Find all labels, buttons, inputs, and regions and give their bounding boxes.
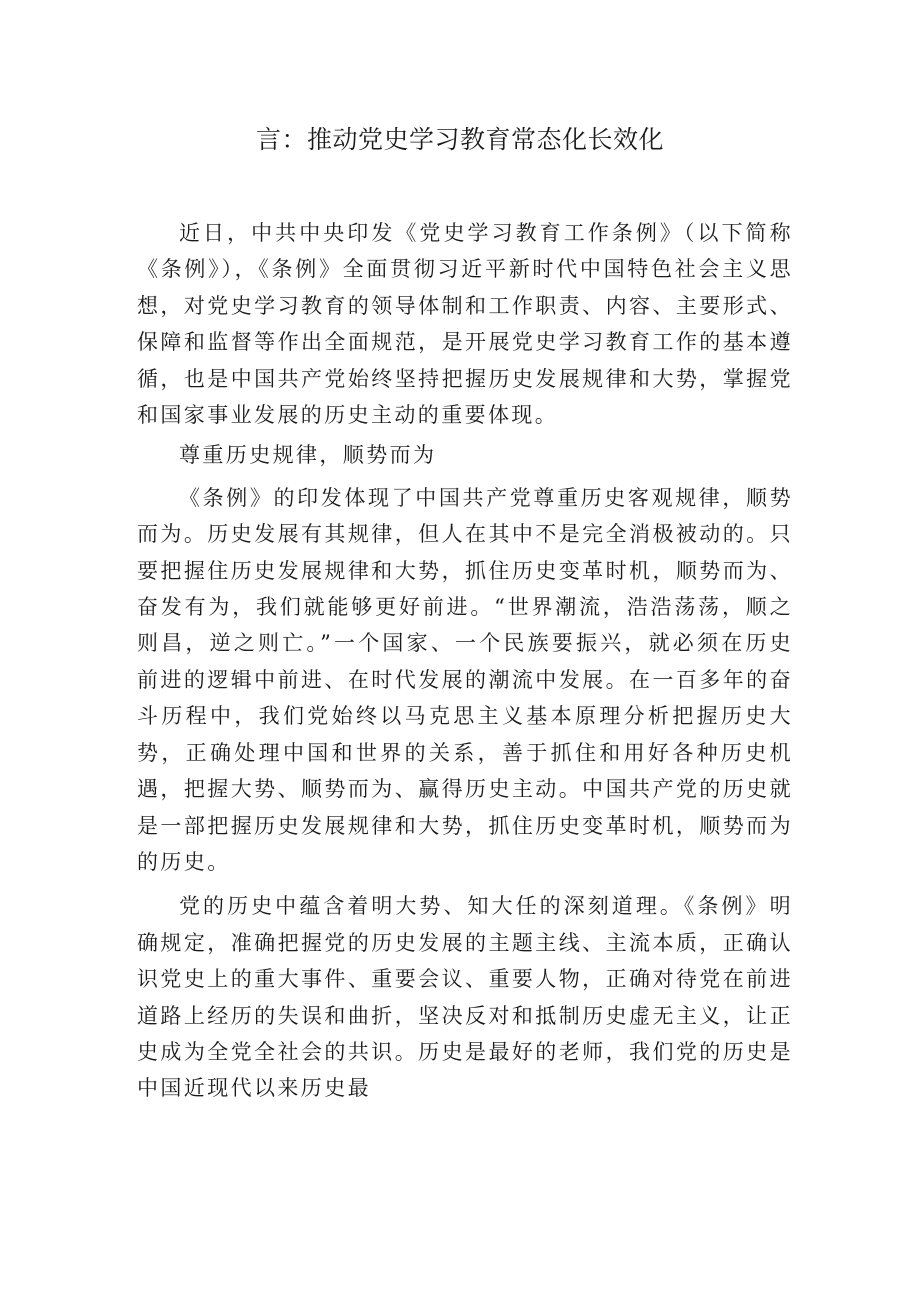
paragraph-intro: 近日，中共中央印发《党史学习教育工作条例》（以下简称《条例》），《条例》全面贯彻习近平新时代中国特色社会主义思想，对党史学习教育的领导体制和工作职责、内容、主要形式、保障和监督等作出全面规范，是开展党史学习教育工作的基本遵循，也是中国共产党始终坚持把握历史发展规律和大势，掌握党和国家事业发展的历史主动的重要体现。 [137, 221, 793, 428]
document-title: 言：推动党史学习教育常态化长效化 [255, 125, 664, 154]
paragraph-history-law: 《条例》的印发体现了中国共产党尊重历史客观规律，顺势而为。历史发展有其规律，但人在其中不是完全消极被动的。只要把握住历史发展规律和大势，抓住历史变革时机，顺势而为、奋发有为，我们就能够更好前进。“世界潮流，浩浩荡荡，顺之则昌，逆之则亡。”一个国家、一个民族要振兴，就必须在历史前进的逻辑中前进、在时代发展的潮流中发展。在一百多年的奋斗历程中，我们党始终以马克思主义基本原理分析把握历史大势，正确处理中国和世界的关系，善于抓住和用好各种历史机遇，把握大势、顺势而为、赢得历史主动。中国共产党的历史就是一部把握历史发展规律和大势，抓住历史变革时机，顺势而为的历史。 [137, 485, 793, 874]
paragraph-great-trend: 党的历史中蕴含着明大势、知大任的深刻道理。《条例》明确规定，准确把握党的历史发展的主题主线、主流本质，正确认识党史上的重大事件、重要会议、重要人物，正确对待党在前进道路上经历的失误和曲折，坚决反对和抵制历史虚无主义，让正史成为全党全社会的共识。历史是最好的老师，我们党的历史是中国近现代以来历史最 [137, 894, 793, 1101]
document-body [137, 215, 793, 1107]
section-heading: 尊重历史规律，顺势而为 [179, 443, 437, 468]
